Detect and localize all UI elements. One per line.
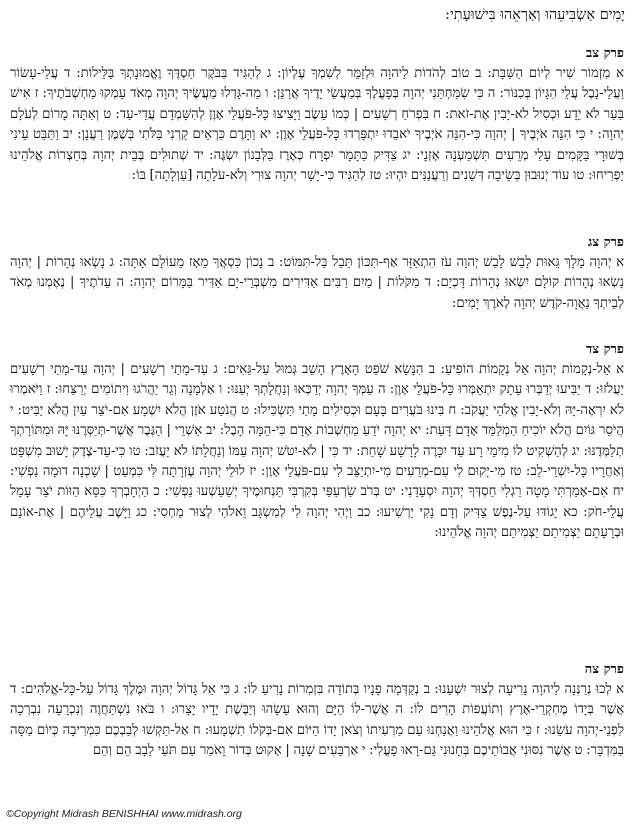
chapter-heading: פרק צב (585, 46, 624, 61)
chapter-heading: פרק צה (584, 662, 624, 677)
chapter-92 (10, 44, 624, 186)
chapter-93 (10, 233, 624, 314)
chapter-text: א יְהוָה מָלָךְ גֵּאוּת לָבֵשׁ לָבֵשׁ יְהוָה עֹז הִתְאַזָּר אַף-תִּכּוֹן תֵּבֵל בַּל-תִּמּוֹט: ב נָכוֹן כִּסְאֲךָ מֵאָז מֵעוֹלָם אָתָּה: ג נָשְׂאוּ נְהָרוֹת | יְהוָה נָשְׂאוּ נְהָרוֹת קוֹלָם יִשְׂאוּ נְהָרוֹת דָּכְיָם: ד מִקֹּלוֹת | מַיִם רַבִּים אַדִּירִים מִשְׁבְּרֵי-יָם אַדִּיר בַּמָּרוֹם יְהוָה: ה עֵדֹתֶיךָ | נֶאֶמְנוּ מְאֹד לְבֵיתְךָ נַאֲוָה-קֹדֶשׁ יְהוָה לְאֹרֶךְ יָמִים: (10, 255, 624, 311)
chapter-94 (10, 340, 624, 544)
chapter-text: א לְכוּ נְרַנְּנָה לַיהוָה נָרִיעָה לְצוּר יִשְׁעֵנוּ: ב נְקַדְּמָה פָנָיו בְּתוֹדָה בִּזְמִרוֹת נָרִיעַ לוֹ: ג כִּי אֵל גָּדוֹל יְהוָה וּמֶלֶךְ גָּדוֹל עַל-כָּל-אֱלֹהִים: ד אֲשֶׁר בְּיָדוֹ מֶחְקְרֵי-אָרֶץ וְתוֹעֲפוֹת הָרִים לוֹ: ה אֲשֶׁר-לוֹ הַיָּם וְהוּא עָשָׂהוּ וְיַבֶּשֶׁת יָדָיו יָצָרוּ: ו בֹּאוּ נִשְׁתַּחֲוֶה וְנִכְרָעָה נִבְרְכָה לִפְנֵי-יְהוָה עֹשֵׂנוּ: ז כִּי הוּא אֱלֹהֵינוּ וַאֲנַחְנוּ עַם מַרְעִיתוֹ וְצֹאן יָדוֹ הַיּוֹם אִם-בְּקֹלוֹ תִשְׁמָעוּ: ח אַל-תַּקְשׁוּ לְבַבְכֶם כִּמְרִיבָה כְּיוֹם מַסָּה בַּמִּדְבָּר: ט אֲשֶׁר נִסּוּנִי אֲבוֹתֵיכֶם בְּחָנוּנִי גַּם-רָאוּ פָעֳלִי: י אַרְבָּעִים שָׁנָה | אָקוּט בְּדוֹר וָאֹמַר עַם תֹּעֵי לֵבָב הֵם וְהֵם (10, 682, 624, 759)
chapter-heading: פרק צד (585, 342, 624, 357)
chapter-heading: פרק צג (587, 235, 624, 250)
previous-chapter-closing-line: יָמִים אַשְׂבִּיעֵהוּ וְאַרְאֵהוּ בִּישׁוּעָתִי: (445, 7, 625, 23)
chapter-text: א אֵל-נְקָמוֹת יְהוָה אֵל נְקָמוֹת הוֹפִיעַ: ב הִנָּשֵׂא שֹׁפֵט הָאָרֶץ הָשֵׁב גְּמוּל עַל-גֵּאִים: ג עַד-מָתַי רְשָׁעִים | יְהוָה עַד-מָתַי רְשָׁעִים יַעֲלֹזוּ: ד יַבִּיעוּ יְדַבְּרוּ עָתָק יִתְאַמְּרוּ כָּל-פֹּעֲלֵי אָוֶן: ה עַמְּךָ יְהוָה יְדַכְּאוּ וְנַחֲלָתְךָ יְעַנּוּ: ו אַלְמָנָה וְגֵר יַהֲרֹגוּ וִיתוֹמִים יְרַצֵּחוּ: ז וַיֹּאמְרוּ לֹא יִרְאֶה-יָּהּ וְלֹא-יָבִין אֱלֹהֵי יַעֲקֹב: ח בִּינוּ בֹּעֲרִים בָּעָם וּכְסִילִים מָתַי תַּשְׂכִּילוּ: ט הֲנֹטַע אֹזֶן הֲלֹא יִשְׁמָע אִם-יֹצֵר עַיִן הֲלֹא יַבִּיט: י הֲיֹסֵר גּוֹיִם הֲלֹא יוֹכִיחַ הַמְלַמֵּד אָדָם דָּעַת: יא יְהוָה יֹדֵעַ מַחְשְׁבוֹת אָדָם כִּי-הֵמָּה הָבֶל: יב אַשְׁרֵי | הַגֶּבֶר אֲשֶׁר-תְּיַסְּרֶנּוּ יָּהּ וּמִתּוֹרָתְךָ תְלַמְּדֶנּוּ: יג לְהַשְׁקִיט לוֹ מִימֵי רָע עַד יִכָּרֶה לָרָשָׁע שָׁחַת: יד כִּי | לֹא-יִטֹּשׁ יְהוָה עַמּוֹ וְנַחֲלָתוֹ לֹא יַעֲזֹב: טו כִּי-עַד-צֶדֶק יָשׁוּב מִשְׁפָּט וְאַחֲרָיו כָּל-יִשְׁרֵי-לֵב: טז מִי-יָקוּם לִי עִם-מְרֵעִים מִי-יִתְיַצֵּב לִי עִם-פֹּעֲלֵי אָוֶן: יז לוּלֵי יְהוָה עֶזְרָתָה לִּי כִּמְעַט | שָׁכְנָה דוּמָה נַפְשִׁי: יח אִם-אָמַרְתִּי מָטָה רַגְלִי חַסְדְּךָ יְהוָה יִסְעָדֵנִי: יט בְּרֹב שַׂרְעַפַּי בְּקִרְבִּי תַּנְחוּמֶיךָ יְשַׁעַשְׁעוּ נַפְשִׁי: כ הַיְחָבְרְךָ כִּסֵּא הַוּוֹת יֹצֵר עָמָל עֲלֵי-חֹק: כא יָגוֹדּוּ עַל-נֶפֶשׁ צַדִּיק וְדָם נָקִי יַרְשִׁיעוּ: כב וַיְהִי יְהוָה לִי לְמִשְׂגָּב וֵאלֹהַי לְצוּר מַחְסִי: כג וַיָּשֶׁב עֲלֵיהֶם | אֶת-אוֹנָם וּבְרָעָתָם יַצְמִיתֵם יַצְמִיתֵם יְהוָה אֱלֹהֵינוּ: (10, 362, 624, 541)
copyright-notice: ©Copyright Midrash BENISHHAI www.midrash.org (6, 808, 242, 820)
chapter-text: א מִזְמוֹר שִׁיר לְיוֹם הַשַּׁבָּת: ב טוֹב לְהֹדוֹת לַיהוָה וּלְזַמֵּר לְשִׁמְךָ עֶלְיוֹן: ג לְהַגִּיד בַּבֹּקֶר חַסְדֶּךָ וֶאֱמוּנָתְךָ בַּלֵּילוֹת: ד עֲלֵי-עָשׂוֹר וַעֲלֵי-נָבֶל עֲלֵי הִגָּיוֹן בְּכִנּוֹר: ה כִּי שִׂמַּחְתַּנִי יְהוָה בְּפָעֳלֶךָ בְּמַעֲשֵׂי יָדֶיךָ אֲרַנֵּן: ו מַה-גָּדְלוּ מַעֲשֶׂיךָ יְהוָה מְאֹד עָמְקוּ מַחְשְׁבֹתֶיךָ: ז אִישׁ בַּעַר לֹא יֵדָע וּכְסִיל לֹא-יָבִין אֶת-זֹאת: ח בִּפְרֹחַ רְשָׁעִים | כְּמוֹ עֵשֶׂב וַיָּצִיצוּ כָּל-פֹּעֲלֵי אָוֶן לְהִשָּׁמְדָם עֲדֵי-עַד: ט וְאַתָּה מָרוֹם לְעֹלָם יְהוָה: י כִּי הִנֵּה אֹיְבֶיךָ | יְהוָה כִּי-הִנֵּה אֹיְבֶיךָ יֹאבֵדוּ יִתְפָּרְדוּ כָּל-פֹּעֲלֵי אָוֶן: יא וַתָּרֶם כִּרְאֵים קַרְנִי בַּלֹּתִי בְּשֶׁמֶן רַעֲנָן: יב וַתַּבֵּט עֵינִי בְּשׁוּרָי בַּקָּמִים עָלַי מְרֵעִים תִּשְׁמַעְנָה אָזְנָי: יג צַדִּיק כַּתָּמָר יִפְרָח כְּאֶרֶז בַּלְּבָנוֹן יִשְׂגֶּה: יד שְׁתוּלִים בְּבֵית יְהוָה בְּחַצְרוֹת אֱלֹהֵינוּ יַפְרִיחוּ: טו עוֹד יְנוּבוּן בְּשֵׂיבָה דְּשֵׁנִים וְרַעֲנַנִּים יִהְיוּ: טז לְהַגִּיד כִּי-יָשָׁר יְהוָה צוּרִי וְלֹא-עֹלָתָה [עַוְלָתָה] בּוֹ: (10, 66, 624, 184)
chapter-95 (10, 660, 624, 762)
